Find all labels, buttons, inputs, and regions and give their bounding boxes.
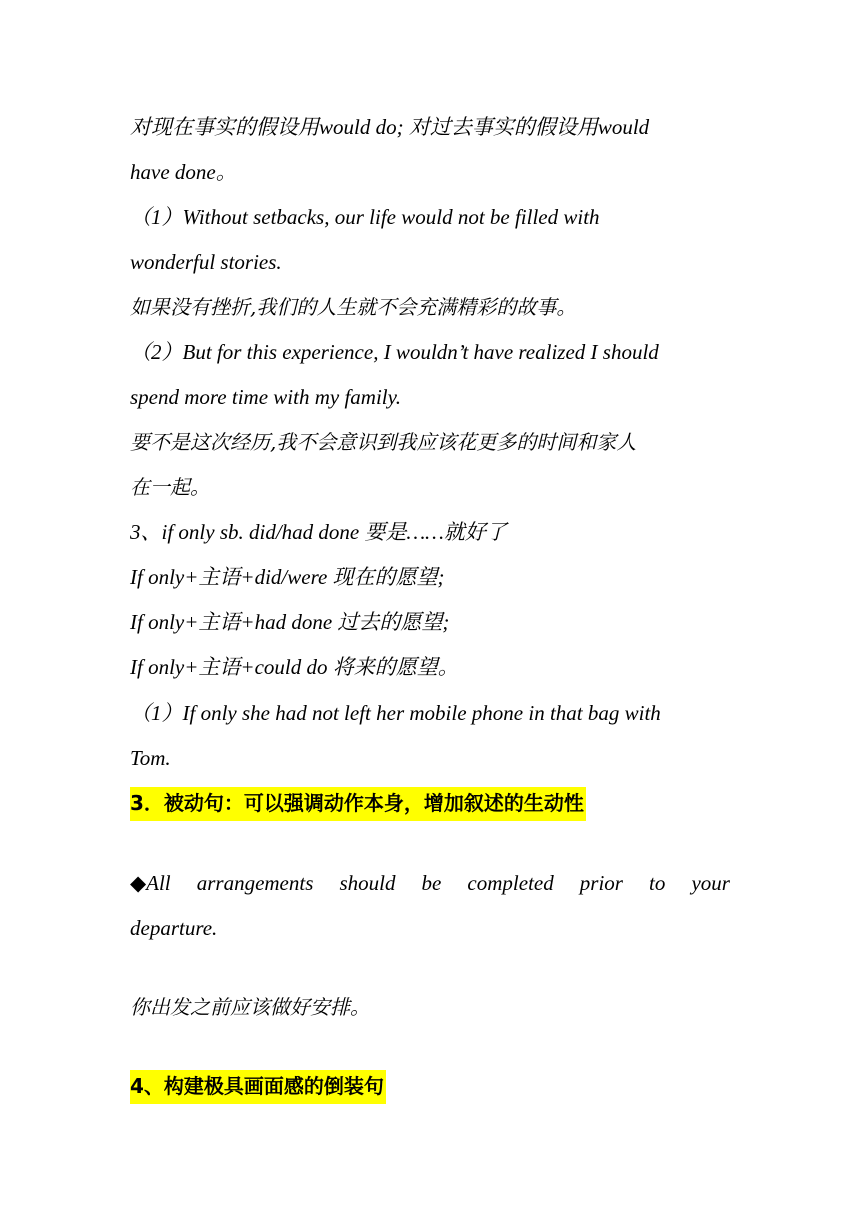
- text-line: （1）If only she had not left her mobile phone in that bag with: [130, 701, 661, 725]
- text-line: （1）Without setbacks, our life would not be filled with: [130, 205, 600, 229]
- text-line: departure.: [130, 916, 218, 940]
- justified-line: [130, 869, 730, 897]
- highlighted-heading-text: 4、构建极具画面感的倒装句: [130, 1070, 386, 1104]
- text-line: 你出发之前应该做好安排。: [130, 995, 370, 1019]
- text-line: 要不是这次经历,我不会意识到我应该花更多的时间和家人: [130, 430, 637, 454]
- highlighted-heading-text: 3．被动句：可以强调动作本身，增加叙述的生动性: [130, 787, 586, 821]
- word: be: [421, 871, 442, 895]
- text-line: （2）But for this experience, I wouldn’t have realized I should: [130, 340, 659, 364]
- text-line: 对现在事实的假设用would do; 对过去事实的假设用would: [130, 115, 650, 139]
- text-line: 3、if only sb. did/had done 要是……就好了: [130, 520, 507, 544]
- word: to: [649, 871, 666, 895]
- text-line: Tom.: [130, 746, 171, 770]
- text-line: 如果没有挫折,我们的人生就不会充满精彩的故事。: [130, 295, 577, 319]
- section-heading: [130, 1072, 386, 1100]
- word: arrangements: [196, 871, 314, 895]
- section-heading: [130, 789, 586, 817]
- text-line: If only+主语+did/were 现在的愿望;: [130, 565, 445, 589]
- text-line: wonderful stories.: [130, 250, 282, 274]
- word: prior: [579, 871, 623, 895]
- text-line: 在一起。: [130, 475, 210, 499]
- text-line: spend more time with my family.: [130, 385, 402, 409]
- text-line: If only+主语+could do 将来的愿望。: [130, 655, 459, 679]
- text-line: If only+主语+had done 过去的愿望;: [130, 610, 450, 634]
- word: your: [691, 871, 730, 895]
- word: ◆All: [130, 871, 171, 895]
- word: completed: [467, 871, 554, 895]
- text-line: have done。: [130, 160, 237, 184]
- word: should: [339, 871, 396, 895]
